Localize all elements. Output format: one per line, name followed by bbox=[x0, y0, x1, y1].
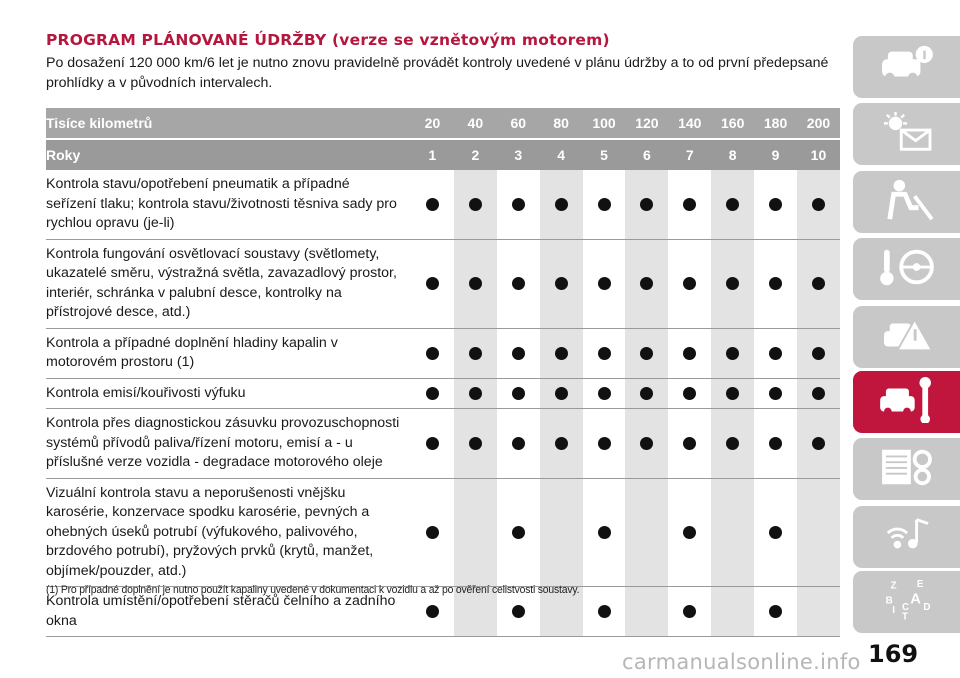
year-header-cell: 10 bbox=[810, 147, 827, 163]
check-dot-icon bbox=[598, 437, 611, 450]
interval-cell bbox=[668, 409, 711, 478]
interval-cell bbox=[411, 170, 454, 239]
check-dot-icon bbox=[769, 277, 782, 290]
check-dot-icon bbox=[469, 198, 482, 211]
check-dot-icon bbox=[640, 437, 653, 450]
interval-cell bbox=[540, 479, 583, 587]
table-row bbox=[46, 240, 840, 329]
years-header-row bbox=[46, 140, 840, 170]
svg-text:E: E bbox=[916, 578, 923, 590]
steering-key-icon bbox=[875, 244, 939, 295]
interval-cell bbox=[411, 329, 454, 378]
check-dot-icon bbox=[812, 437, 825, 450]
check-dot-icon bbox=[683, 198, 696, 211]
interval-cell bbox=[540, 170, 583, 239]
check-dot-icon bbox=[469, 277, 482, 290]
check-dot-icon bbox=[598, 387, 611, 400]
check-dot-icon bbox=[426, 437, 439, 450]
interval-cell bbox=[754, 170, 797, 239]
check-dot-icon bbox=[683, 437, 696, 450]
check-dot-icon bbox=[683, 387, 696, 400]
interval-cell bbox=[583, 379, 626, 409]
check-dot-icon bbox=[769, 526, 782, 539]
row-label: Kontrola a případné doplnění hladiny kapalin v motorovém prostoru (1) bbox=[46, 334, 338, 370]
interval-cell bbox=[583, 409, 626, 478]
interval-cell bbox=[754, 587, 797, 636]
check-dot-icon bbox=[598, 605, 611, 618]
interval-cell bbox=[668, 240, 711, 328]
svg-text:D: D bbox=[922, 601, 931, 613]
check-dot-icon bbox=[512, 277, 525, 290]
check-dot-icon bbox=[769, 387, 782, 400]
interval-cell bbox=[454, 479, 497, 587]
check-dot-icon bbox=[640, 277, 653, 290]
check-dot-icon bbox=[640, 347, 653, 360]
interval-cell bbox=[583, 587, 626, 636]
interval-cell bbox=[540, 240, 583, 328]
specifications-icon bbox=[875, 444, 939, 495]
svg-text:C: C bbox=[901, 601, 909, 613]
check-dot-icon bbox=[469, 387, 482, 400]
check-dot-icon bbox=[726, 387, 739, 400]
interval-cell bbox=[797, 170, 840, 239]
check-dot-icon bbox=[769, 347, 782, 360]
interval-cell bbox=[711, 587, 754, 636]
interval-cell bbox=[668, 479, 711, 587]
interval-cell bbox=[454, 409, 497, 478]
interval-cell bbox=[497, 170, 540, 239]
page-number: 169 bbox=[868, 640, 919, 668]
interval-cell bbox=[754, 409, 797, 478]
check-dot-icon bbox=[512, 347, 525, 360]
km-header-cell: 60 bbox=[510, 115, 527, 131]
interval-cell bbox=[625, 379, 668, 409]
svg-text:T: T bbox=[901, 611, 908, 623]
check-dot-icon bbox=[640, 198, 653, 211]
interval-cell bbox=[583, 479, 626, 587]
row-label: Kontrola emisí/kouřivosti výfuku bbox=[46, 384, 246, 401]
check-dot-icon bbox=[426, 387, 439, 400]
sidebar-tab-car-info[interactable] bbox=[853, 36, 960, 98]
interval-cell bbox=[754, 240, 797, 328]
interval-cell bbox=[497, 240, 540, 328]
row-label: Kontrola fungování osvětlovací soustavy (světlomety, ukazatelé směru, výstražná světla, zavazadlový prostor, interiér, schránka v palubní desce, kontrolky na přístrojové desce, atd.) bbox=[46, 245, 397, 320]
check-dot-icon bbox=[769, 198, 782, 211]
check-dot-icon bbox=[812, 277, 825, 290]
check-dot-icon bbox=[683, 605, 696, 618]
table-row bbox=[46, 479, 840, 588]
interval-cell bbox=[540, 379, 583, 409]
check-dot-icon bbox=[426, 347, 439, 360]
interval-cell bbox=[754, 479, 797, 587]
interval-cell bbox=[754, 379, 797, 409]
maintenance-table bbox=[46, 108, 840, 637]
interval-cell bbox=[454, 329, 497, 378]
table-row bbox=[46, 379, 840, 410]
year-header-cell: 5 bbox=[600, 147, 608, 163]
interval-cell bbox=[797, 379, 840, 409]
interval-cell bbox=[625, 170, 668, 239]
multimedia-icon bbox=[875, 512, 939, 563]
years-header-label: Roky bbox=[46, 147, 81, 163]
check-dot-icon bbox=[726, 198, 739, 211]
check-dot-icon bbox=[512, 526, 525, 539]
table-row bbox=[46, 329, 840, 379]
check-dot-icon bbox=[598, 347, 611, 360]
page-title: PROGRAM PLÁNOVANÉ ÚDRŽBY (verze se vznětovým motorem) bbox=[46, 31, 610, 49]
table-row bbox=[46, 170, 840, 240]
km-header-row bbox=[46, 108, 840, 138]
km-header-label: Tisíce kilometrů bbox=[46, 115, 153, 131]
interval-cell bbox=[711, 479, 754, 587]
check-dot-icon bbox=[769, 437, 782, 450]
km-header-cell: 160 bbox=[721, 115, 745, 131]
check-dot-icon bbox=[812, 198, 825, 211]
check-dot-icon bbox=[469, 437, 482, 450]
interval-cell bbox=[540, 329, 583, 378]
index-letters-icon bbox=[875, 577, 939, 628]
watermark: carmanualsonline.info bbox=[622, 650, 861, 674]
sidebar-tab-specifications[interactable] bbox=[853, 438, 960, 500]
year-header-cell: 6 bbox=[643, 147, 651, 163]
km-header-cell: 120 bbox=[635, 115, 659, 131]
interval-cell bbox=[711, 409, 754, 478]
interval-cell bbox=[668, 587, 711, 636]
seatbelt-airbag-icon bbox=[875, 177, 939, 228]
year-header-cell: 9 bbox=[771, 147, 780, 163]
interval-cell bbox=[754, 329, 797, 378]
svg-text:I: I bbox=[891, 604, 895, 616]
check-dot-icon bbox=[598, 277, 611, 290]
check-dot-icon bbox=[555, 198, 568, 211]
check-dot-icon bbox=[726, 437, 739, 450]
sidebar-tab-seatbelt-airbag[interactable] bbox=[853, 171, 960, 233]
check-dot-icon bbox=[555, 347, 568, 360]
check-dot-icon bbox=[512, 387, 525, 400]
sidebar-tab-car-maintenance[interactable] bbox=[853, 371, 960, 433]
intro-paragraph: Po dosažení 120 000 km/6 let je nutno znovu pravidelně provádět kontroly uvedené v plánu údržby a to od první předepsané prohlídky a v původních intervalech. bbox=[46, 55, 829, 91]
check-dot-icon bbox=[769, 605, 782, 618]
svg-text:Z: Z bbox=[890, 580, 897, 591]
interval-cell bbox=[411, 409, 454, 478]
check-dot-icon bbox=[640, 387, 653, 400]
check-dot-icon bbox=[598, 526, 611, 539]
interval-cell bbox=[797, 479, 840, 587]
interval-cell bbox=[711, 379, 754, 409]
footnote: (1) Pro případné doplnění je nutno použít kapaliny uvedené v dokumentaci k vozidlu a až po ověření celistvosti soustavy. bbox=[46, 584, 580, 596]
km-header-cell: 80 bbox=[553, 115, 569, 131]
check-dot-icon bbox=[426, 277, 439, 290]
interval-cell bbox=[454, 379, 497, 409]
sidebar-tab-steering-key[interactable] bbox=[853, 238, 960, 300]
interval-cell bbox=[497, 329, 540, 378]
svg-text:B: B bbox=[885, 594, 893, 606]
table-row bbox=[46, 409, 840, 479]
interval-cell bbox=[583, 170, 626, 239]
check-dot-icon bbox=[812, 387, 825, 400]
car-accident-icon bbox=[875, 312, 939, 363]
check-dot-icon bbox=[726, 347, 739, 360]
interval-cell bbox=[454, 170, 497, 239]
check-dot-icon bbox=[426, 605, 439, 618]
sidebar-tab-car-accident[interactable] bbox=[853, 306, 960, 368]
sidebar-tab-multimedia[interactable] bbox=[853, 506, 960, 568]
interval-cell bbox=[797, 409, 840, 478]
check-dot-icon bbox=[726, 277, 739, 290]
row-label: Vizuální kontrola stavu a neporušenosti vnějšku karosérie, konzervace spodku karosérie, pevných a ohebných úseků potrubí (výfukového, palivového, brzdového potrubí), pryžových prvků (krytů, manžet, objímek/pouzder, atd.) bbox=[46, 484, 374, 579]
interval-cell bbox=[668, 379, 711, 409]
check-dot-icon bbox=[512, 437, 525, 450]
interval-cell bbox=[454, 240, 497, 328]
warning-lights-icon bbox=[875, 109, 939, 160]
check-dot-icon bbox=[426, 198, 439, 211]
year-header-cell: 3 bbox=[514, 147, 523, 163]
year-header-cell: 2 bbox=[471, 147, 480, 163]
interval-cell bbox=[668, 329, 711, 378]
check-dot-icon bbox=[426, 526, 439, 539]
interval-cell bbox=[711, 329, 754, 378]
interval-cell bbox=[797, 329, 840, 378]
car-info-icon bbox=[875, 42, 939, 93]
km-header-cell: 100 bbox=[592, 115, 616, 131]
interval-cell bbox=[625, 479, 668, 587]
km-header-cell: 180 bbox=[763, 115, 788, 131]
interval-cell bbox=[668, 170, 711, 239]
interval-cell bbox=[625, 329, 668, 378]
check-dot-icon bbox=[469, 347, 482, 360]
interval-cell bbox=[411, 379, 454, 409]
check-dot-icon bbox=[683, 347, 696, 360]
sidebar-tab-warning-lights[interactable] bbox=[853, 103, 960, 165]
interval-cell bbox=[797, 240, 840, 328]
km-header-cell: 140 bbox=[678, 115, 702, 131]
interval-cell bbox=[583, 329, 626, 378]
check-dot-icon bbox=[555, 437, 568, 450]
check-dot-icon bbox=[683, 277, 696, 290]
km-header-cell: 40 bbox=[467, 115, 484, 131]
km-header-cell: 20 bbox=[424, 115, 441, 131]
km-header-cell: 200 bbox=[806, 115, 831, 131]
check-dot-icon bbox=[598, 198, 611, 211]
year-header-cell: 7 bbox=[685, 147, 694, 163]
svg-text:A: A bbox=[909, 590, 921, 607]
check-dot-icon bbox=[512, 605, 525, 618]
row-label: Kontrola přes diagnostickou zásuvku provozuschopnosti systémů přívodů paliva/řízení motoru, emisí a - u příslušné verze vozidla - degradace motorového oleje bbox=[46, 415, 400, 470]
year-header-cell: 4 bbox=[557, 147, 566, 163]
interval-cell bbox=[583, 240, 626, 328]
check-dot-icon bbox=[512, 198, 525, 211]
interval-cell bbox=[711, 170, 754, 239]
interval-cell bbox=[625, 240, 668, 328]
row-label: Kontrola stavu/opotřebení pneumatik a případné seřízení tlaku; kontrola stavu/životnosti těsniva sady pro rychlou opravu (je-li) bbox=[46, 176, 397, 231]
check-dot-icon bbox=[555, 387, 568, 400]
interval-cell bbox=[497, 479, 540, 587]
interval-cell bbox=[411, 479, 454, 587]
check-dot-icon bbox=[683, 526, 696, 539]
interval-cell bbox=[797, 587, 840, 636]
interval-cell bbox=[411, 240, 454, 328]
interval-cell bbox=[497, 409, 540, 478]
interval-cell bbox=[497, 379, 540, 409]
interval-cell bbox=[625, 587, 668, 636]
car-maintenance-icon bbox=[875, 377, 939, 428]
interval-cell bbox=[711, 240, 754, 328]
interval-cell bbox=[625, 409, 668, 478]
interval-cell bbox=[540, 409, 583, 478]
check-dot-icon bbox=[555, 277, 568, 290]
row-label: Kontrola umístění/opotřebení stěračů čelního a zadního okna bbox=[46, 593, 396, 629]
year-header-cell: 8 bbox=[728, 147, 737, 163]
sidebar-tab-index-letters[interactable] bbox=[853, 571, 960, 633]
check-dot-icon bbox=[812, 347, 825, 360]
year-header-cell: 1 bbox=[428, 147, 437, 163]
